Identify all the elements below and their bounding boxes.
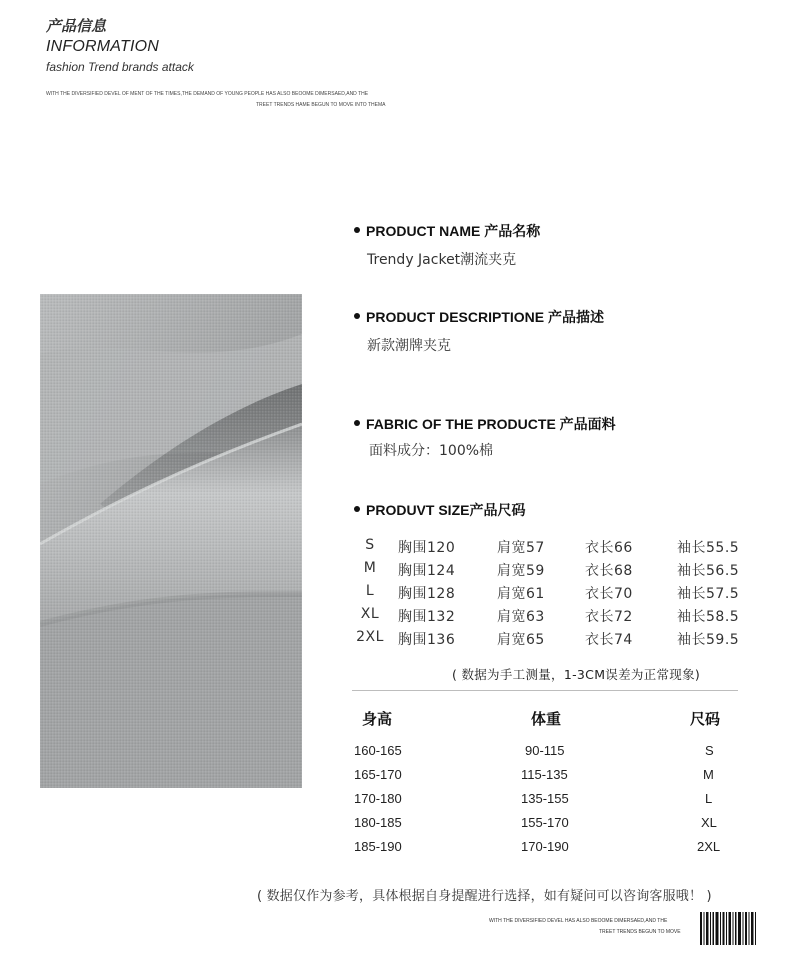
header-fine-print-1: WITH THE DIVERSIFIED DEVEL OF MENT OF THE TIMES,THE DEMAND OF YOUNG PEOPLE HAS ALSO BEOOME DIMERSAED,AND THE <box>46 91 369 97</box>
length-value: 衣长70 <box>585 586 633 602</box>
height-column-header: 身高 <box>362 710 393 728</box>
product-fabric-heading: FABRIC OF THE PRODUCTE 产品面料 <box>354 414 616 434</box>
bullet-icon <box>354 506 360 512</box>
chest-value: 胸围132 <box>398 609 456 625</box>
bullet-icon <box>354 313 360 319</box>
header-subtitle: fashion Trend brands attack <box>46 60 194 74</box>
barcode-icon <box>700 912 756 945</box>
size-label: XL <box>360 606 380 622</box>
size-row <box>352 583 752 603</box>
size-cell: L <box>705 791 713 806</box>
sleeve-value: 袖长56.5 <box>677 563 740 579</box>
product-description-value: 新款潮牌夹克 <box>367 338 451 354</box>
shoulder-value: 肩宽61 <box>497 586 545 602</box>
size-cell: XL <box>701 815 717 830</box>
height-cell: 165-170 <box>354 767 402 782</box>
weight-column-header: 体重 <box>531 710 562 728</box>
size-row <box>352 629 752 649</box>
chest-value: 胸围124 <box>398 563 456 579</box>
shoulder-value: 肩宽63 <box>497 609 545 625</box>
length-value: 衣长66 <box>585 540 633 556</box>
size-row <box>352 606 752 626</box>
footer-fine-print-1: WITH THE DIVERSIFIED DEVEL HAS ALSO BEOOME DIMERSAED,AND THE <box>489 918 668 924</box>
size-row <box>352 537 752 557</box>
shoulder-value: 肩宽57 <box>497 540 545 556</box>
footer-fine-print-2: TREET TRENDS BEGUN TO MOVE <box>599 929 681 935</box>
height-cell: 180-185 <box>354 815 402 830</box>
chest-value: 胸围128 <box>398 586 456 602</box>
weight-cell: 90-115 <box>525 743 565 758</box>
length-value: 衣长74 <box>585 632 633 648</box>
size-cell: S <box>705 743 714 758</box>
length-value: 衣长72 <box>585 609 633 625</box>
height-cell: 160-165 <box>354 743 402 758</box>
size-label: L <box>365 583 375 599</box>
header-fine-print-2: TREET TRENDS HAME BEGUN TO MOVE INTO THEMA <box>256 102 386 108</box>
size-row <box>352 560 752 580</box>
divider <box>352 690 738 691</box>
sleeve-value: 袖长55.5 <box>677 540 740 556</box>
weight-cell: 135-155 <box>521 791 569 806</box>
height-cell: 170-180 <box>354 791 402 806</box>
length-value: 衣长68 <box>585 563 633 579</box>
chest-value: 胸围136 <box>398 632 456 648</box>
sleeve-value: 袖长58.5 <box>677 609 740 625</box>
size-label: S <box>365 537 375 553</box>
size-cell: M <box>703 767 714 782</box>
reference-note: ( 数据仅作为参考，具体根据自身提醒进行选择，如有疑问可以咨询客服哦！ ) <box>257 889 712 904</box>
header-title-en: INFORMATION <box>46 38 160 55</box>
product-size-heading: PRODUVT SIZE产品尺码 <box>354 500 525 520</box>
size-cell: 2XL <box>697 839 721 854</box>
size-column-header: 尺码 <box>690 710 721 728</box>
shoulder-value: 肩宽59 <box>497 563 545 579</box>
product-description-heading: PRODUCT DESCRIPTIONE 产品描述 <box>354 307 604 327</box>
product-name-heading: PRODUCT NAME 产品名称 <box>354 221 540 241</box>
product-fabric-value: 面料成分：100%棉 <box>369 443 494 459</box>
weight-cell: 170-190 <box>521 839 569 854</box>
bullet-icon <box>354 420 360 426</box>
fabric-photo <box>40 294 302 788</box>
sleeve-value: 袖长59.5 <box>677 632 740 648</box>
shoulder-value: 肩宽65 <box>497 632 545 648</box>
height-cell: 185-190 <box>354 839 402 854</box>
weight-cell: 155-170 <box>521 815 569 830</box>
weight-cell: 115-135 <box>521 767 568 782</box>
header-title-cn: 产品信息 <box>46 17 107 35</box>
size-label: M <box>363 560 377 576</box>
size-label: 2XL <box>356 629 384 645</box>
sleeve-value: 袖长57.5 <box>677 586 740 602</box>
measure-note: ( 数据为手工测量，1-3CM误差为正常现象) <box>452 667 701 682</box>
bullet-icon <box>354 227 360 233</box>
chest-value: 胸围120 <box>398 540 456 556</box>
product-name-value: Trendy Jacket潮流夹克 <box>367 252 517 268</box>
